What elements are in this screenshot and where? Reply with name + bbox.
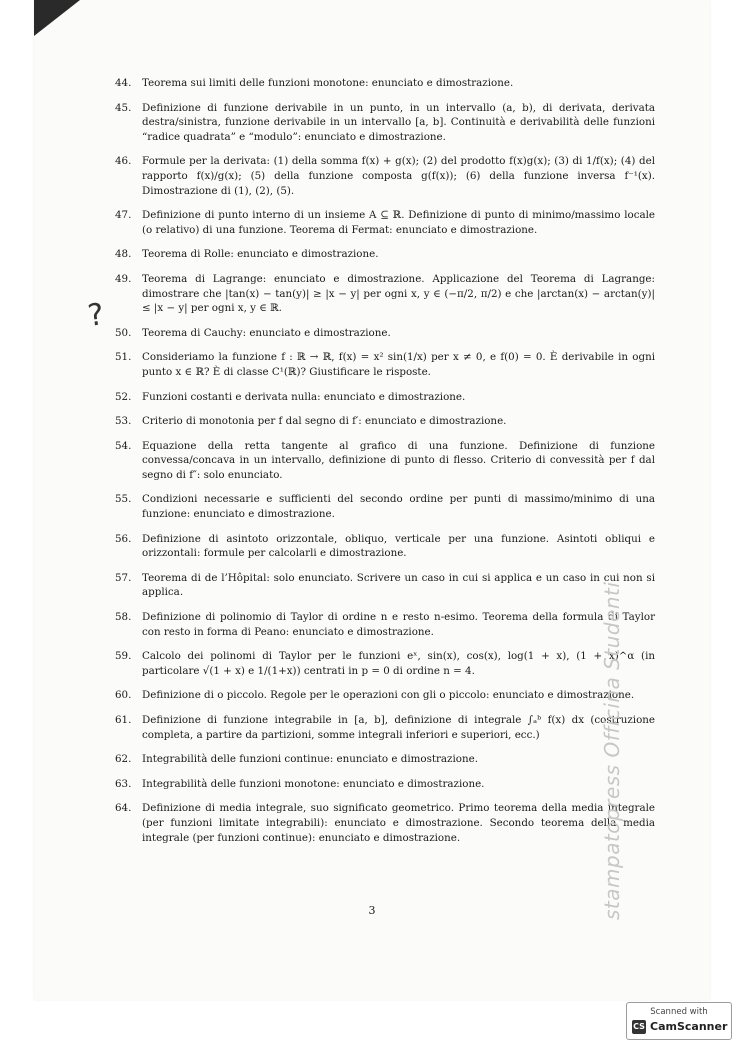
- item-number: 55.: [115, 493, 132, 506]
- list-item: [115, 713, 655, 742]
- item-text: Definizione di media integrale, suo significato geometrico. Primo teorema della media integrale (per funzioni limitate integrabili): enunciato e dimostrazione. Secondo teorema della media integrale (per funzioni continue): enunciato e dimostrazione.: [142, 802, 655, 844]
- list-item: [115, 414, 655, 429]
- item-text: Definizione di punto interno di un insieme A ⊆ ℝ. Definizione di punto di minimo/massimo locale (o relativo) di una funzione. Teorema di Fermat: enunciato e dimostrazione.: [142, 209, 655, 236]
- item-text: Definizione di asintoto orizzontale, obliquo, verticale per una funzione. Asintoti obliqui e orizzontali: formule per calcolarli e dimostrazione.: [142, 532, 655, 560]
- item-number: 63.: [115, 777, 132, 790]
- item-number: 58.: [115, 611, 132, 624]
- item-number: 57.: [115, 571, 132, 584]
- item-text: Definizione di polinomio di Taylor di ordine n e resto n-esimo. Teorema della formula di Taylor con resto in forma di Peano: enunciato e dimostrazione.: [142, 611, 655, 638]
- item-text: Funzioni costanti e derivata nulla: enunciato e dimostrazione.: [142, 390, 466, 403]
- list-item: [115, 208, 655, 237]
- item-number: 61.: [115, 714, 132, 726]
- list-item: [115, 532, 655, 561]
- list-item: [115, 777, 655, 792]
- item-text: Teorema di de l’Hôpital: solo enunciato. Scrivere un caso in cui si applica e un caso in cui non si applica.: [142, 571, 655, 599]
- item-text: Condizioni necessarie e sufficienti del secondo ordine per punti di massimo/minimo di una funzione: enunciato e dimostrazione.: [142, 493, 655, 521]
- handwritten-question-mark: ?: [85, 297, 107, 334]
- item-number: 47.: [115, 209, 132, 222]
- camscanner-name: CamScanner: [650, 1020, 728, 1033]
- exam-topics-list: [115, 76, 655, 855]
- list-item: [115, 154, 655, 198]
- list-item: [115, 101, 655, 145]
- list-item: [115, 76, 655, 91]
- item-number: 56.: [115, 532, 132, 545]
- item-number: 49.: [115, 272, 132, 285]
- list-item: [115, 610, 655, 639]
- item-number: 64.: [115, 802, 132, 815]
- item-text: Calcolo dei polinomi di Taylor per le funzioni eˣ, sin(x), cos(x), log(1 + x), (1 + x)^α (in particolare √(1 + x) e 1/(1+x)) centrati in p = 0 di ordine n = 4.: [142, 650, 655, 677]
- list-item: [115, 439, 655, 483]
- camscanner-badge: [626, 1002, 732, 1040]
- item-text: Formule per la derivata: (1) della somma f(x) + g(x); (2) del prodotto f(x)g(x); (3) di 1/f(x); (4) del rapporto f(x)/g(x); (5) della funzione composta g(f(x)); (6) della funzione inversa f⁻¹(x). Dimostrazione di (1), (2), (5).: [142, 155, 655, 197]
- list-item: [115, 390, 655, 405]
- item-text: Criterio di monotonia per f dal segno di f′: enunciato e dimostrazione.: [142, 415, 507, 428]
- list-item: [115, 649, 655, 678]
- item-text: Definizione di o piccolo. Regole per le operazioni con gli o piccolo: enunciato e dimostrazione.: [142, 689, 635, 702]
- list-item: [115, 752, 655, 767]
- item-number: 59.: [115, 650, 132, 663]
- item-number: 44.: [115, 77, 132, 89]
- item-text: Integrabilità delle funzioni continue: enunciato e dimostrazione.: [142, 753, 478, 766]
- item-text: Definizione di funzione derivabile in un punto, in un intervallo (a, b), di derivata, derivata destra/sinistra, funzione derivabile in un intervallo [a, b]. Continuità e derivabilità delle funzioni “radice quadrata” e “modulo”: enunciato e dimostrazione.: [142, 101, 655, 143]
- item-text: Consideriamo la funzione f : ℝ → ℝ, f(x) = x² sin(1/x) per x ≠ 0, e f(0) = 0. È derivabile in ogni punto x ∈ ℝ? È di classe C¹(ℝ)? Giustificare le risposte.: [142, 351, 655, 378]
- item-number: 51.: [115, 351, 132, 364]
- page-number: 3: [368, 904, 376, 917]
- item-number: 46.: [115, 155, 132, 168]
- list-item: [115, 688, 655, 703]
- list-item: [115, 272, 655, 316]
- item-text: Teorema sui limiti delle funzioni monotone: enunciato e dimostrazione.: [142, 77, 514, 89]
- item-number: 45.: [115, 101, 132, 114]
- item-number: 54.: [115, 439, 132, 452]
- list-item: [115, 571, 655, 600]
- item-number: 52.: [115, 390, 132, 403]
- item-text: Teorema di Rolle: enunciato e dimostrazione.: [142, 248, 379, 261]
- item-number: 62.: [115, 753, 132, 766]
- item-number: 48.: [115, 248, 132, 261]
- item-number: 60.: [115, 689, 132, 702]
- item-text: Teorema di Cauchy: enunciato e dimostrazione.: [142, 326, 391, 339]
- scanned-with-label: Scanned with: [650, 1007, 708, 1017]
- watermark: stampatopress Officina Studenti: [600, 581, 624, 920]
- list-item: [115, 350, 655, 379]
- item-text: Equazione della retta tangente al grafico di una funzione. Definizione di funzione convessa/concava in un intervallo, definizione di punto di flesso. Criterio di convessità per f dal segno di f″: solo enunciato.: [142, 439, 655, 481]
- list-item: [115, 247, 655, 262]
- page-corner-shadow: [34, 0, 80, 36]
- list-item: [115, 492, 655, 521]
- item-number: 53.: [115, 415, 132, 428]
- list-item: [115, 326, 655, 341]
- camscanner-logo-icon: CS: [632, 1020, 646, 1034]
- item-text: Integrabilità delle funzioni monotone: enunciato e dimostrazione.: [142, 777, 485, 790]
- item-text: Definizione di funzione integrabile in [a, b], definizione di integrale ∫ₐᵇ f(x) dx (costruzione completa, a partire da partizioni, somme integrali inferiori e superiori, ecc.): [142, 714, 655, 741]
- item-number: 50.: [115, 326, 132, 339]
- item-text: Teorema di Lagrange: enunciato e dimostrazione. Applicazione del Teorema di Lagrange: dimostrare che |tan(x) − tan(y)| ≥ |x − y| per ogni x, y ∈ (−π/2, π/2) e che |arctan(x) − arctan(y)| ≤ |x − y| per ogni x, y ∈ ℝ.: [142, 272, 655, 315]
- list-item: [115, 801, 655, 845]
